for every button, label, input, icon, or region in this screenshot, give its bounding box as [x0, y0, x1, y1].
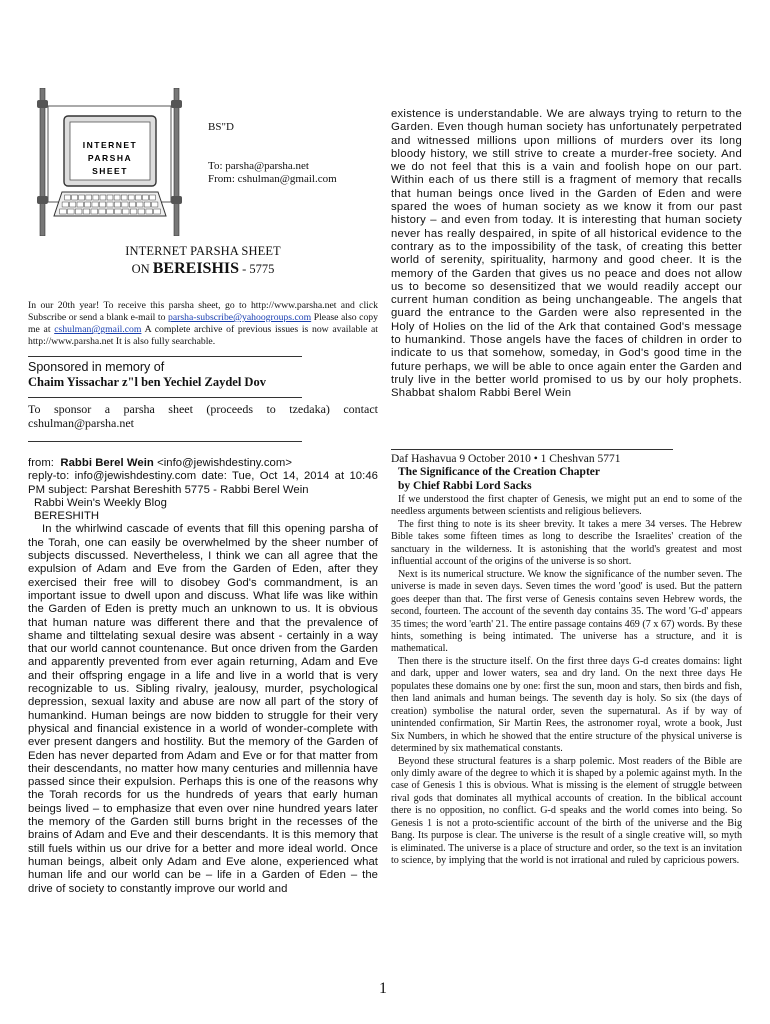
keyboard-key [65, 195, 71, 200]
blog-title: Rabbi Wein's Weekly Blog [34, 496, 167, 509]
keyboard-key [100, 195, 106, 200]
keyboard-key [86, 195, 92, 200]
sponsor-heading: Sponsored in memory of [28, 360, 165, 374]
article-body-left: In the whirlwind cascade of events that fill this opening parsha of the Torah, one can easily be overwhelmed by the sheer number of subjects discussed. Nevertheless, I think we can all agree that the expulsion of Adam and Eve from the Garden of Eden, after they exercised their free will to disobey God's commandment, is an important issue to dwell upon and discuss. What life was like within the Garden of Eden is pretty much an unknown to us. It is obvious that human nature was different there and that the prevalence of shame and tilttelating sexual desire was absent - certainly in a way that our world cannot countenance. But once driven from the Garden and apparently prevented from ever again returning, Adam and Eve and their offspring engage in a life and live in a world that is very recognizable to us. Sibling rivalry, jealousy, murder, psychological depression, sexual laxity and abuse are now all part of the story of humankind. Human beings are now bidden to struggle for their very physical and financial existence in a world of wonder-complete with ever present dangers and hostility. But the memory of the Garden of Eden has never departed from Adam and Eve or for that matter from their descendants, no matter how many centuries and millennia have passed since their expulsion. Perhaps this is one of the reasons why the Torah records for us the hundreds of years that early human beings lived – to emphasize that even over nine hundred years later the memory of the Garden still burns bright in the recesses of the brains of Adam and Eve and their descendants. It is this memory that still fuels within us our drive for a better and more ideal world. Once human beings, albeit only Adam and Eve alone, experienced what human life and our world can be – life in a Garden of Eden – the drive of society to constantly improve our world and [28, 523, 378, 895]
keyboard-key [144, 202, 150, 207]
keyboard-key [114, 202, 120, 207]
to-line: To: parsha@parsha.net [208, 160, 309, 172]
page-number: 1 [379, 980, 387, 997]
logo-text-line2: PARSHA [87, 153, 133, 163]
internet-parsha-sheet-logo [34, 88, 204, 236]
email-meta: reply-to: info@jewishdestiny.com date: Tue, Oct 14, 2014 at 10:46 PM subject: Parshat Bereshith 5775 - Rabbi Berel Wein [28, 470, 378, 496]
article-body-right: existence is understandable. We are always trying to return to the Garden. Even though human society has unfortunately perpetrated and witnessed millions upon millions of murders over its long bloody history, we still strive to create a murder-free society. And we do not feel that this is a vain and foolish hope on our part. Within each of us there still is a fragment of memory that recalls that human beings once lived in the Garden of Eden and were spared the woes of human society as we know it from our past history – and even from today. It is interesting that human society never has really despaired, in spite of all historical evidence to the contrary as to the impossibility of the task, of creating this better world of serenity, spirituality, harmony and good cheer. It is the memory of the Garden that gives us no peace and does not allow us to become so desensitized that we would readily accept our current human condition as being unchangeable. The angels that guard the entrance to the Garden were also represented in the Holy of Holies on the lid of the Ark that contained God's message to humankind. Those angels have the faces of children in order to indicate to us that somehow, someday, in God's good time in the future perhaps, we will be able to once again enter the Garden and truly live in the better world promised to us by our holy prophets. Shabbat shalom Rabbi Berel Wein [391, 108, 742, 400]
keyboard-key [128, 195, 134, 200]
keyboard-key [83, 209, 90, 214]
keyboard-key [154, 209, 161, 214]
title-on: ON [131, 262, 150, 276]
parsha-title [28, 260, 378, 278]
email-article-right [391, 108, 742, 401]
keyboard-key [121, 195, 127, 200]
keyboard-key [122, 209, 129, 214]
copy-email-link[interactable]: cshulman@gmail.com [54, 324, 142, 335]
keyboard-key [107, 209, 114, 214]
keyboard-key [129, 202, 135, 207]
keyboard-key [135, 195, 141, 200]
intro-text-1: In our 20th year! To receive this parsha sheet, go to http://www.parsha.net and click Subscribe or send a blank e-mail to [28, 300, 378, 323]
daf-paragraph: Beyond these structural features is a sharp polemic. Most readers of the Bible are only dimly aware of the degree to which it is shaped by a polemic against myth. In the case of Genesis 1 this is obvious. What is missing is the element of struggle between rival gods that dominates all mythical accounts of creation. In the biblical account there is no opposition, no conflict. G-d speaks and the world comes into being. So Genesis 1 is not a proto-scientific account of the birth of the universe and the Big Bang. Its purpose is clear. The universe is the result of a single creative will, so myth is eliminated. The universe is a place of structure and order, so the text is an invitation to science, by implying that the world is not irrational and ruled by capricious powers. [391, 755, 742, 867]
daf-paragraph: If we understood the first chapter of Genesis, we might put an end to some of the needless arguments between scientists and religious believers. [391, 494, 742, 518]
subscribe-link[interactable]: parsha-subscribe@yahoogroups.com [167, 312, 312, 323]
sponsor-info: To sponsor a parsha sheet (proceeds to tzedaka) contact cshulman@parsha.net [28, 402, 378, 430]
sheet-title: INTERNET PARSHA SHEET [125, 244, 281, 258]
daf-title: The Significance of the Creation Chapter [398, 466, 600, 478]
sponsor-name: Chaim Yissachar z"l ben Yechiel Zaydel Dov [28, 375, 266, 389]
contact-lines [208, 160, 337, 186]
keyboard-key [115, 209, 122, 214]
from-label: from: [28, 457, 54, 469]
keyboard-key [67, 209, 74, 214]
keyboard-key [142, 195, 148, 200]
keyboard-key [146, 209, 153, 214]
keyboard-key [79, 195, 85, 200]
divider [28, 356, 302, 357]
logo-text-line3: SHEET [92, 166, 128, 176]
daf-paragraph: Then there is the structure itself. On the first three days G-d creates domains: light and dark, upper and lower waters, sea and dry land. On the next three days He populates these domains one by one: first the sun, moon and stars, then birds and fish, then land animals and human beings. The seventh day is holy. So six (the days of creation) symbolise the natural order, seven the supernatural. As if by way of unintended confirmation, Sir Martin Rees, the astronomer royal, wrote a book, Just Six Numbers, in which he showed that the entire structure of the physical universe is determined by six mathematical constants. [391, 655, 742, 755]
keyboard-key [77, 202, 83, 207]
divider [391, 449, 673, 450]
daf-paragraph: The first thing to note is its sheer brevity. It takes a mere 34 verses. The Hebrew Bible takes some fifteen times as long to describe the Israelites' creation of the sanctuary in the wilderness. It is astonishing that the world's greatest and most influential account of the origins of the universe is so short. [391, 518, 742, 568]
intro-text-3: A complete archive of previous issues is now available at http://www.parsha.net It is also fully searchable. [28, 324, 378, 347]
keyboard-key [60, 209, 67, 214]
keyboard-key [137, 202, 143, 207]
keyboard-key [75, 209, 82, 214]
keyboard-key [84, 202, 90, 207]
daf-header [391, 451, 742, 467]
divider [28, 441, 302, 442]
daf-paragraph: Next is its numerical structure. We know the significance of the number seven. The universe is made in seven days. Seven times the word 'good' is used. But the pattern goes deeper than that. The first verse of Genesis contains seven Hebrew words, the second, fourteen. The account of the seventh day contains 35. The word 'G-d' appears 35 times; the word 'earth' 21. The entire passage contains 469 (7 x 67) words. By these hints, something is being intimated. The universe has a structure, and it is mathematical. [391, 568, 742, 655]
keyboard-key [138, 209, 145, 214]
keyboard-key [114, 195, 120, 200]
keyboard-key [93, 195, 99, 200]
article-heading: BERESHITH [34, 510, 100, 523]
parsha-year: - 5775 [242, 262, 275, 276]
daf-article [391, 466, 742, 868]
scroll-rod-right [174, 88, 179, 236]
parsha-name: BEREISHIS [152, 260, 240, 277]
keyboard-key [70, 202, 76, 207]
scroll-rod-left [40, 88, 45, 236]
keyboard-key [99, 202, 105, 207]
intro-text-2: Please also copy me at [28, 312, 378, 335]
keyboard-key [107, 202, 113, 207]
keyboard-key [152, 202, 158, 207]
email-article-left [28, 457, 378, 896]
email-from-line [28, 457, 378, 470]
keyboard-key [122, 202, 128, 207]
keyboard-key [62, 202, 68, 207]
divider [28, 397, 302, 398]
keyboard-key [150, 195, 156, 200]
from-name: Rabbi Berel Wein [60, 457, 154, 469]
keyboard-key [91, 209, 98, 214]
logo-text-line1: INTERNET [82, 140, 138, 150]
bsd-heading: BS"D [208, 121, 234, 133]
keyboard-key [107, 195, 113, 200]
keyboard-key [99, 209, 106, 214]
keyboard-key [130, 209, 137, 214]
daf-dateline: Daf Hashavua 9 October 2010 • 1 Cheshvan 5771 [391, 453, 621, 465]
keyboard-key [92, 202, 98, 207]
from-line: From: cshulman@gmail.com [208, 173, 337, 185]
keyboard-key [72, 195, 78, 200]
daf-byline: by Chief Rabbi Lord Sacks [398, 480, 532, 492]
intro-paragraph [28, 300, 378, 348]
from-address: <info@jewishdestiny.com> [157, 457, 292, 469]
